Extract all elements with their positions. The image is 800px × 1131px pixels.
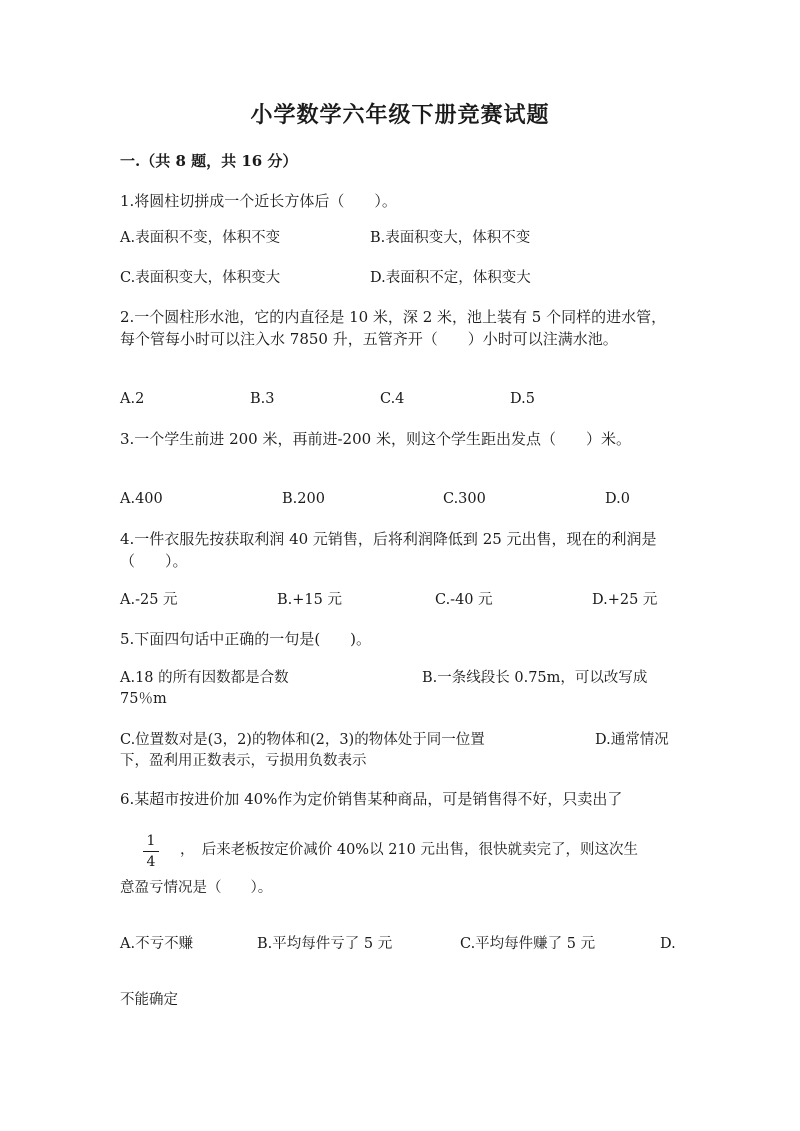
question-5-option-b-continued: 75％m <box>120 691 167 707</box>
question-5-option-d: D.通常情况 <box>595 732 669 748</box>
question-6-option-d-continued: 不能确定 <box>120 992 178 1008</box>
question-4-stem: 4.一件衣服先按获取利润 40 元销售，后将利润降低到 25 元出售，现在的利润是（ ）。 <box>120 530 657 570</box>
question-6-stem-line-3: 意盈亏情况是（ ）。 <box>120 880 273 896</box>
question-5-option-a: A.18 的所有因数都是合数 <box>120 670 289 686</box>
fraction-one-quarter <box>143 832 159 871</box>
question-3-option-d: D.0 <box>605 491 630 507</box>
question-5-option-d-continued: 下，盈利用正数表示，亏损用负数表示 <box>120 753 367 769</box>
question-5-stem: 5.下面四句话中正确的一句是( )。 <box>120 630 372 648</box>
question-2-option-a: A.2 <box>120 391 145 407</box>
question-1-option-c: C.表面积变大，体积变大 <box>120 270 281 286</box>
question-6-stem-line-2: ， 后来老板按定价减价 40%以 210 元出售，很快就卖完了，则这次生 <box>180 842 638 858</box>
section-heading: 一.（共 8 题，共 16 分） <box>120 152 298 170</box>
question-4-option-a: A.-25 元 <box>120 592 178 608</box>
question-3-option-b: B.200 <box>282 491 325 507</box>
question-4-option-c: C.-40 元 <box>435 592 493 608</box>
question-2-stem: 2.一个圆柱形水池，它的内直径是 10 米，深 2 米，池上装有 5 个同样的进水管，每个管每小时可以注入水 7850 升，五管齐开（ ）小时可以注满水池。 <box>120 308 667 348</box>
question-3-option-a: A.400 <box>120 491 163 507</box>
question-2-option-b: B.3 <box>250 391 275 407</box>
question-2-option-c: C.4 <box>380 391 405 407</box>
question-5-option-c: C.位置数对是(3，2)的物体和(2，3)的物体处于同一位置 <box>120 732 485 748</box>
question-6-option-c: C.平均每件赚了 5 元 <box>460 936 596 952</box>
fraction-denominator: 4 <box>146 854 156 870</box>
question-2-option-d: D.5 <box>510 391 535 407</box>
question-6-option-d: D. <box>660 936 676 952</box>
question-5-option-b: B.一条线段长 0.75m，可以改写成 <box>422 670 648 686</box>
question-6-option-b: B.平均每件亏了 5 元 <box>257 936 393 952</box>
fraction-bar <box>143 851 159 852</box>
question-1-option-b: B.表面积变大，体积不变 <box>370 230 531 246</box>
question-3-option-c: C.300 <box>443 491 486 507</box>
question-1-option-d: D.表面积不定，体积变大 <box>370 270 531 286</box>
question-3-stem: 3.一个学生前进 200 米，再前进-200 米，则这个学生距出发点（ ）米。 <box>120 430 631 448</box>
question-6-stem: 6.某超市按进价加 40%作为定价销售某种商品，可是销售得不好，只卖出了 <box>120 790 623 808</box>
question-1-stem: 1.将圆柱切拼成一个近长方体后（ ）。 <box>120 192 397 210</box>
question-4-option-d: D.+25 元 <box>592 592 658 608</box>
page-title: 小学数学六年级下册竞赛试题 <box>250 102 550 128</box>
fraction-numerator: 1 <box>146 833 156 849</box>
question-4-option-b: B.+15 元 <box>277 592 342 608</box>
question-1-option-a: A.表面积不变，体积不变 <box>120 230 281 246</box>
question-6-option-a: A.不亏不赚 <box>120 936 194 952</box>
